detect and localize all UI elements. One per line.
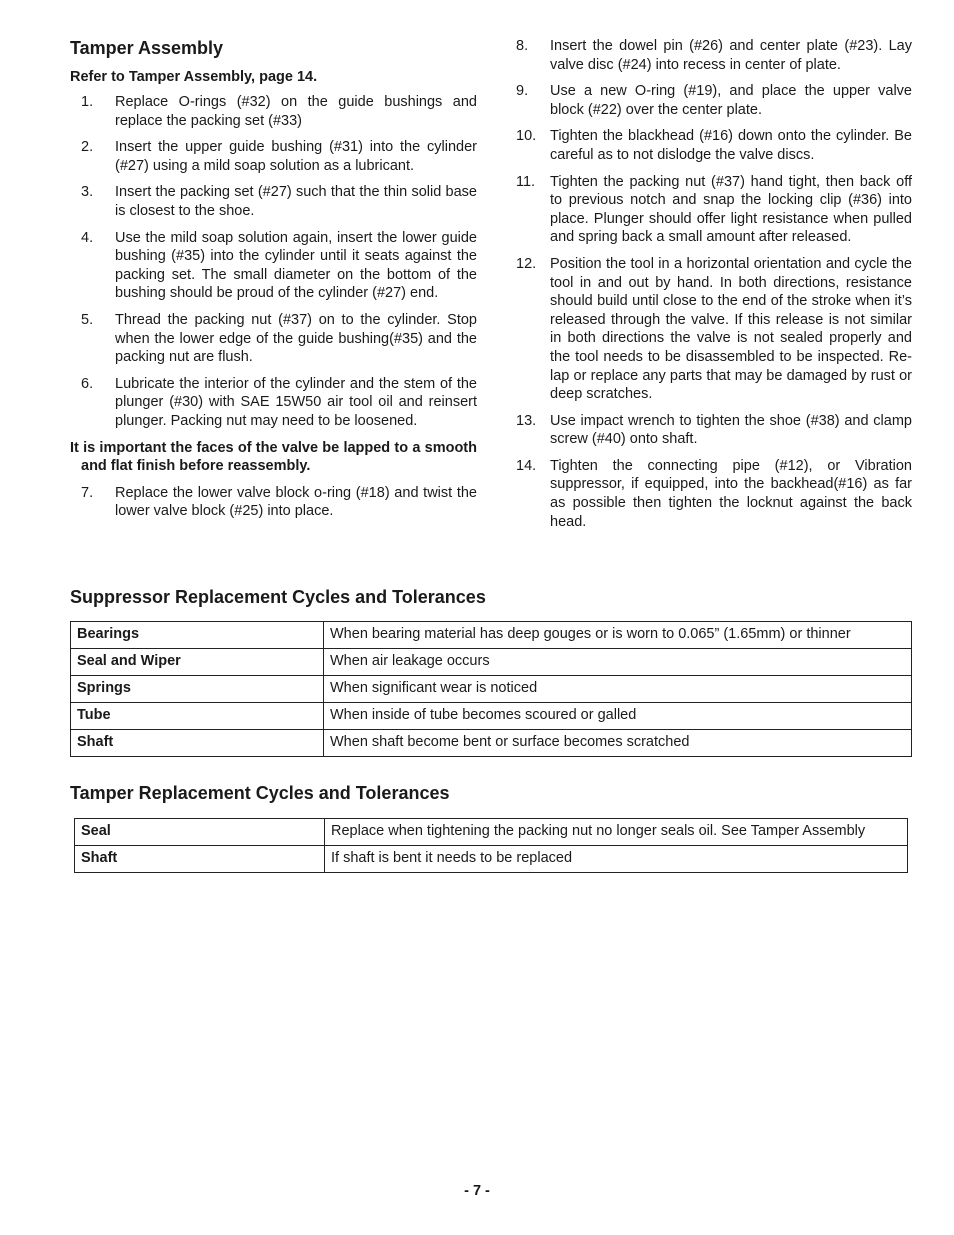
page-number: - 7 - [464, 1183, 490, 1199]
step-4 [70, 229, 477, 303]
table-row [71, 703, 912, 730]
step-number: 4. [81, 229, 94, 246]
step-number: 11. [516, 173, 536, 190]
step-12 [516, 255, 912, 404]
table-row [71, 730, 912, 757]
step-text: Insert the dowel pin (#26) and center plate (#23). Lay valve disc (#24) into recess in center of plate. [550, 38, 912, 73]
table-row [71, 622, 912, 649]
step-text: Tighten the packing nut (#37) hand tight, then back off to previous notch and snap the locking clip (#36) into place. Plunger should offer light resistance when pulled and spring back a small amount after released. [550, 173, 912, 246]
step-3 [70, 183, 477, 220]
step-text: Insert the upper guide bushing (#31) into the cylinder (#27) using a mild soap solution as a lubricant. [115, 139, 477, 174]
part-cell: Bearings [71, 622, 324, 649]
part-cell: Springs [71, 676, 324, 703]
step-number: 8. [516, 38, 529, 54]
part-cell: Shaft [71, 730, 324, 757]
right-column [516, 37, 912, 539]
description-cell: When significant wear is noticed [324, 676, 912, 703]
step-1 [70, 93, 477, 130]
step-number: 7. [81, 484, 94, 501]
lapping-note: It is important the faces of the valve be lapped to a smooth and flat finish before reassembly. [70, 439, 477, 475]
step-text: Use the mild soap solution again, insert the lower guide bushing (#35) into the cylinder until it seats against the packing set. The small diameter on the bottom of the bushing should be proud of the cylinder (#27) end. [115, 229, 477, 302]
step-text: Replace the lower valve block o-ring (#18) and twist the lower valve block (#25) into place. [115, 484, 477, 520]
description-cell: When inside of tube becomes scoured or galled [324, 703, 912, 730]
tamper-section-title: Tamper Replacement Cycles and Tolerances [70, 783, 450, 803]
step-6 [70, 375, 477, 431]
step-number: 13. [516, 412, 537, 429]
tamper-assembly-title: Tamper Assembly [70, 38, 224, 58]
step-10 [516, 127, 912, 164]
step-8 [516, 37, 912, 74]
step-text: Tighten the blackhead (#16) down onto the cylinder. Be careful as to not dislodge the valve discs. [550, 128, 912, 163]
step-number: 10. [516, 128, 537, 145]
step-number: 12. [516, 255, 537, 272]
table-row [75, 846, 908, 873]
part-cell: Shaft [75, 846, 325, 873]
table-row [71, 649, 912, 676]
part-cell: Seal [75, 819, 325, 846]
step-text: Thread the packing nut (#37) on to the cylinder. Stop when the lower edge of the guide bushing(#35) and the packing nut are flush. [115, 311, 477, 366]
step-7 [70, 484, 477, 521]
step-text: Position the tool in a horizontal orientation and cycle the tool in and out by hand. In both directions, resistance should build until close to the end of the stroke when it’s released through the valve. If this release is not similar in both directions the valve is not sealed properly and the tool needs to be disassembled to be inspected. Re-lap or replace any parts that may be damaged by rust or deep scratches. [550, 255, 912, 403]
table-row [71, 676, 912, 703]
step-11 [516, 173, 912, 247]
step-13 [516, 412, 912, 449]
step-14 [516, 457, 912, 531]
step-text: Use impact wrench to tighten the shoe (#38) and clamp screw (#40) onto shaft. [550, 412, 912, 448]
step-number: 1. [81, 94, 94, 110]
step-5 [70, 311, 477, 367]
suppressor-table [70, 621, 912, 757]
step-number: 5. [81, 311, 94, 328]
step-number: 14. [516, 457, 537, 474]
part-cell: Seal and Wiper [71, 649, 324, 676]
step-number: 3. [81, 184, 94, 201]
part-cell: Tube [71, 703, 324, 730]
step-text: Tighten the connecting pipe (#12), or Vibration suppressor, if equipped, into the backhead(#16) as far as possible then tighten the locknut against the back head. [550, 457, 912, 530]
step-2 [70, 138, 477, 175]
step-text: Lubricate the interior of the cylinder and the stem of the plunger (#30) with SAE 15W50 air tool oil and reinsert plunger. Packing nut may need to be loosened. [115, 375, 477, 429]
step-9 [516, 82, 912, 119]
tamper-table [74, 818, 908, 873]
description-cell: When air leakage occurs [324, 649, 912, 676]
description-cell: Replace when tightening the packing nut no longer seals oil. See Tamper Assembly [325, 819, 908, 846]
step-text: Replace O-rings (#32) on the guide bushings and replace the packing set (#33) [115, 94, 477, 129]
table-row [75, 819, 908, 846]
description-cell: When shaft become bent or surface becomes scratched [324, 730, 912, 757]
refer-note: Refer to Tamper Assembly, page 14. [70, 69, 318, 85]
step-number: 6. [81, 375, 94, 392]
step-text: Use a new O-ring (#19), and place the upper valve block (#22) over the center plate. [550, 83, 912, 118]
step-number: 9. [516, 83, 529, 100]
step-text: Insert the packing set (#27) such that the thin solid base is closest to the shoe. [115, 184, 477, 219]
step-number: 2. [81, 139, 94, 156]
description-cell: If shaft is bent it needs to be replaced [325, 846, 908, 873]
description-cell: When bearing material has deep gouges or is worn to 0.065” (1.65mm) or thinner [324, 622, 912, 649]
suppressor-section-title: Suppressor Replacement Cycles and Tolerances [70, 587, 486, 607]
left-column [70, 36, 477, 529]
